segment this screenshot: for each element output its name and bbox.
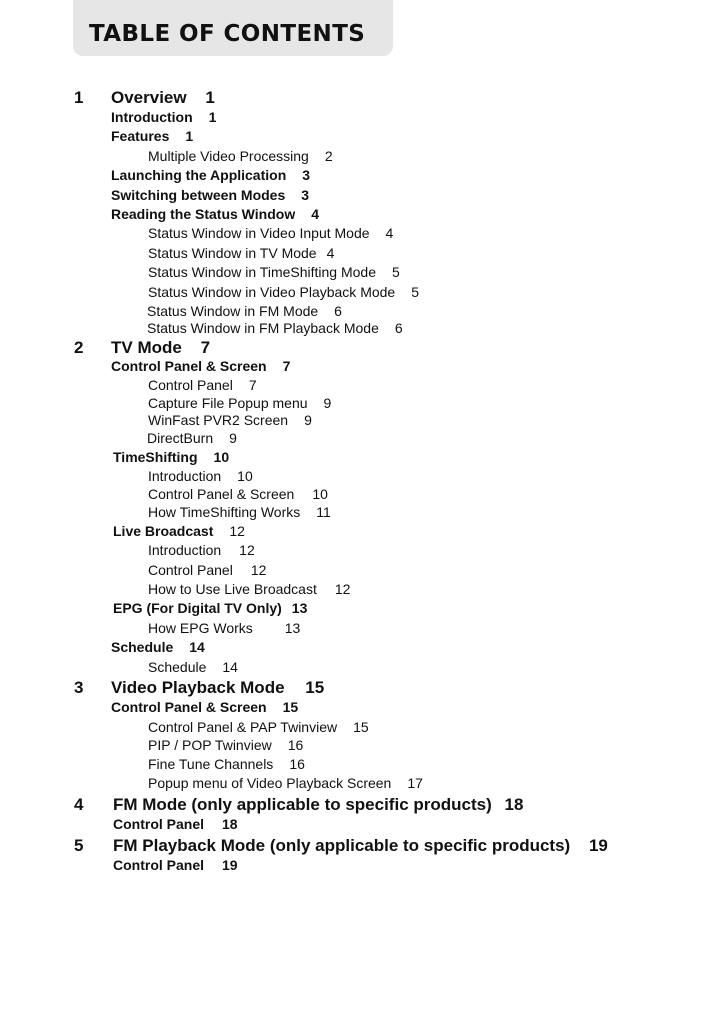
entry-title: TV Mode — [111, 338, 182, 357]
entry-title: Features — [111, 128, 170, 144]
toc-entry-chapter[interactable] — [74, 795, 524, 815]
entry-page: 1 — [205, 88, 215, 107]
toc-entry-section[interactable] — [111, 358, 290, 374]
entry-title: Status Window in FM Playback Mode — [147, 320, 379, 336]
toc-entry-subsection[interactable] — [148, 468, 253, 484]
entry-page: 1 — [208, 109, 217, 125]
entry-title: Popup menu of Video Playback Screen — [148, 775, 392, 791]
toc-entry-section[interactable] — [111, 109, 216, 125]
toc-entry-subsection[interactable] — [148, 225, 393, 241]
entry-page: 16 — [289, 756, 305, 772]
toc-entry-section[interactable] — [113, 600, 307, 616]
entry-title: Status Window in Video Input Mode — [148, 225, 370, 241]
entry-page: 12 — [239, 542, 255, 558]
entry-page: 4 — [311, 206, 320, 222]
entry-title: WinFast PVR2 Screen — [148, 412, 289, 428]
entry-page: 3 — [301, 187, 310, 203]
chapter-number: 1 — [74, 88, 84, 107]
toc-entry-chapter[interactable] — [74, 338, 211, 358]
entry-page: 4 — [385, 225, 394, 241]
chapter-number: 2 — [74, 338, 84, 357]
toc-entry-section[interactable] — [113, 816, 238, 832]
entry-page: 6 — [334, 303, 342, 319]
entry-page: 18 — [222, 816, 238, 832]
entry-title: Control Panel — [148, 562, 233, 578]
entry-title: Video Playback Mode — [111, 678, 285, 697]
toc-entry-section[interactable] — [111, 699, 298, 715]
toc-entry-subsection[interactable] — [148, 719, 369, 735]
entry-page: 19 — [588, 836, 608, 855]
toc-entry-subsection[interactable] — [148, 737, 303, 753]
entry-title: Schedule — [148, 659, 207, 675]
entry-page: 15 — [353, 719, 369, 735]
toc-entry-subsection[interactable] — [148, 284, 419, 300]
toc-entry-subsection[interactable] — [148, 377, 257, 393]
entry-page: 13 — [291, 600, 308, 616]
entry-title: Status Window in FM Mode — [147, 303, 319, 319]
entry-title: Introduction — [148, 542, 222, 558]
entry-title: EPG (For Digital TV Only) — [113, 600, 282, 616]
entry-page: 9 — [304, 412, 312, 428]
entry-title: TimeShifting — [113, 449, 198, 465]
entry-page: 10 — [213, 449, 230, 465]
entry-page: 3 — [302, 167, 311, 183]
toc-entry-subsection[interactable] — [148, 412, 312, 428]
entry-page: 12 — [229, 523, 245, 539]
toc-entry-section[interactable] — [113, 523, 245, 539]
toc-entry-subsection[interactable] — [148, 486, 328, 502]
entry-title: Schedule — [111, 639, 174, 655]
entry-page: 14 — [189, 639, 205, 655]
toc-entry-subsection[interactable] — [148, 775, 423, 791]
entry-page: 5 — [411, 284, 420, 300]
chapter-number: 3 — [74, 678, 84, 697]
chapter-number: 5 — [74, 836, 84, 855]
toc-entry-subsection[interactable] — [147, 430, 237, 446]
entry-page: 7 — [282, 358, 291, 374]
entry-title: Reading the Status Window — [111, 206, 296, 222]
entry-title: Multiple Video Processing — [148, 148, 309, 164]
entry-title: Switching between Modes — [111, 187, 286, 203]
entry-page: 2 — [324, 148, 333, 164]
toc-entry-subsection[interactable] — [147, 303, 342, 319]
entry-title: Control Panel & PAP Twinview — [148, 719, 338, 735]
entry-title: FM Mode (only applicable to specific products) — [113, 795, 492, 814]
entry-title: Overview — [111, 88, 187, 107]
entry-page: 12 — [250, 562, 267, 578]
toc-entry-subsection[interactable] — [148, 620, 300, 636]
entry-title: How EPG Works — [148, 620, 253, 636]
entry-page: 7 — [248, 377, 257, 393]
page-title: TABLE OF CONTENTS — [89, 21, 366, 47]
entry-title: Status Window in TimeShifting Mode — [148, 264, 376, 280]
toc-entry-chapter[interactable] — [74, 836, 608, 856]
toc-entry-subsection[interactable] — [148, 756, 305, 772]
entry-page: 6 — [394, 320, 403, 336]
entry-page: 5 — [392, 264, 400, 280]
entry-page: 17 — [407, 775, 423, 791]
entry-title: Live Broadcast — [113, 523, 214, 539]
entry-title: Introduction — [148, 468, 222, 484]
toc-entry-section[interactable] — [111, 639, 205, 655]
entry-page: 16 — [287, 737, 304, 753]
entry-page: 7 — [200, 338, 211, 357]
toc-entry-subsection[interactable] — [148, 245, 334, 261]
entry-page: 1 — [185, 128, 194, 144]
entry-page: 9 — [229, 430, 237, 446]
toc-entry-subsection[interactable] — [148, 148, 333, 164]
entry-title: Status Window in TV Mode — [148, 245, 317, 261]
entry-title: How TimeShifting Works — [148, 504, 301, 520]
entry-page: 10 — [237, 468, 253, 484]
toc-entry-chapter[interactable] — [74, 678, 325, 698]
entry-title: DirectBurn — [147, 430, 214, 446]
toc-entry-subsection[interactable] — [148, 542, 255, 558]
toc-entry-subsection[interactable] — [148, 504, 331, 520]
toc-entry-subsection[interactable] — [148, 562, 266, 578]
entry-page: 14 — [222, 659, 238, 675]
entry-title: Introduction — [111, 109, 193, 125]
entry-page: 11 — [316, 504, 331, 520]
toc-entry-chapter[interactable] — [74, 88, 215, 108]
toc-entry-subsection[interactable] — [148, 659, 238, 675]
entry-page: 4 — [326, 245, 335, 261]
entry-title: PIP / POP Twinview — [148, 737, 272, 753]
toc-entry-section[interactable] — [111, 187, 309, 203]
entry-title: Control Panel & Screen — [111, 358, 267, 374]
entry-title: Control Panel — [113, 857, 205, 873]
entry-title: Status Window in Video Playback Mode — [148, 284, 396, 300]
chapter-number: 4 — [74, 795, 84, 814]
entry-page: 10 — [312, 486, 328, 502]
entry-title: Launching the Application — [111, 167, 287, 183]
toc-entry-subsection[interactable] — [147, 320, 403, 336]
entry-page: 9 — [323, 395, 332, 411]
entry-title: Control Panel & Screen — [148, 486, 295, 502]
entry-title: How to Use Live Broadcast — [148, 581, 317, 597]
entry-title: Control Panel — [113, 816, 205, 832]
entry-page: 15 — [305, 678, 325, 697]
entry-title: Fine Tune Channels — [148, 756, 274, 772]
entry-title: Capture File Popup menu — [148, 395, 308, 411]
entry-title: Control Panel & Screen — [111, 699, 267, 715]
toc-entry-subsection[interactable] — [148, 395, 331, 411]
entry-page: 19 — [222, 857, 238, 873]
toc-entry-section[interactable] — [111, 167, 310, 183]
entry-title: Control Panel — [148, 377, 233, 393]
toc-entry-section[interactable] — [111, 128, 193, 144]
entry-title: FM Playback Mode (only applicable to specific products) — [113, 836, 571, 855]
entry-page: 18 — [504, 795, 524, 814]
toc-entry-section[interactable] — [111, 206, 319, 222]
toc-entry-subsection[interactable] — [148, 581, 350, 597]
toc-entry-section[interactable] — [113, 857, 238, 873]
entry-page: 13 — [284, 620, 301, 636]
toc-entry-section[interactable] — [113, 449, 229, 465]
toc-entry-subsection[interactable] — [148, 264, 400, 280]
entry-page: 12 — [334, 581, 351, 597]
entry-page: 15 — [282, 699, 299, 715]
